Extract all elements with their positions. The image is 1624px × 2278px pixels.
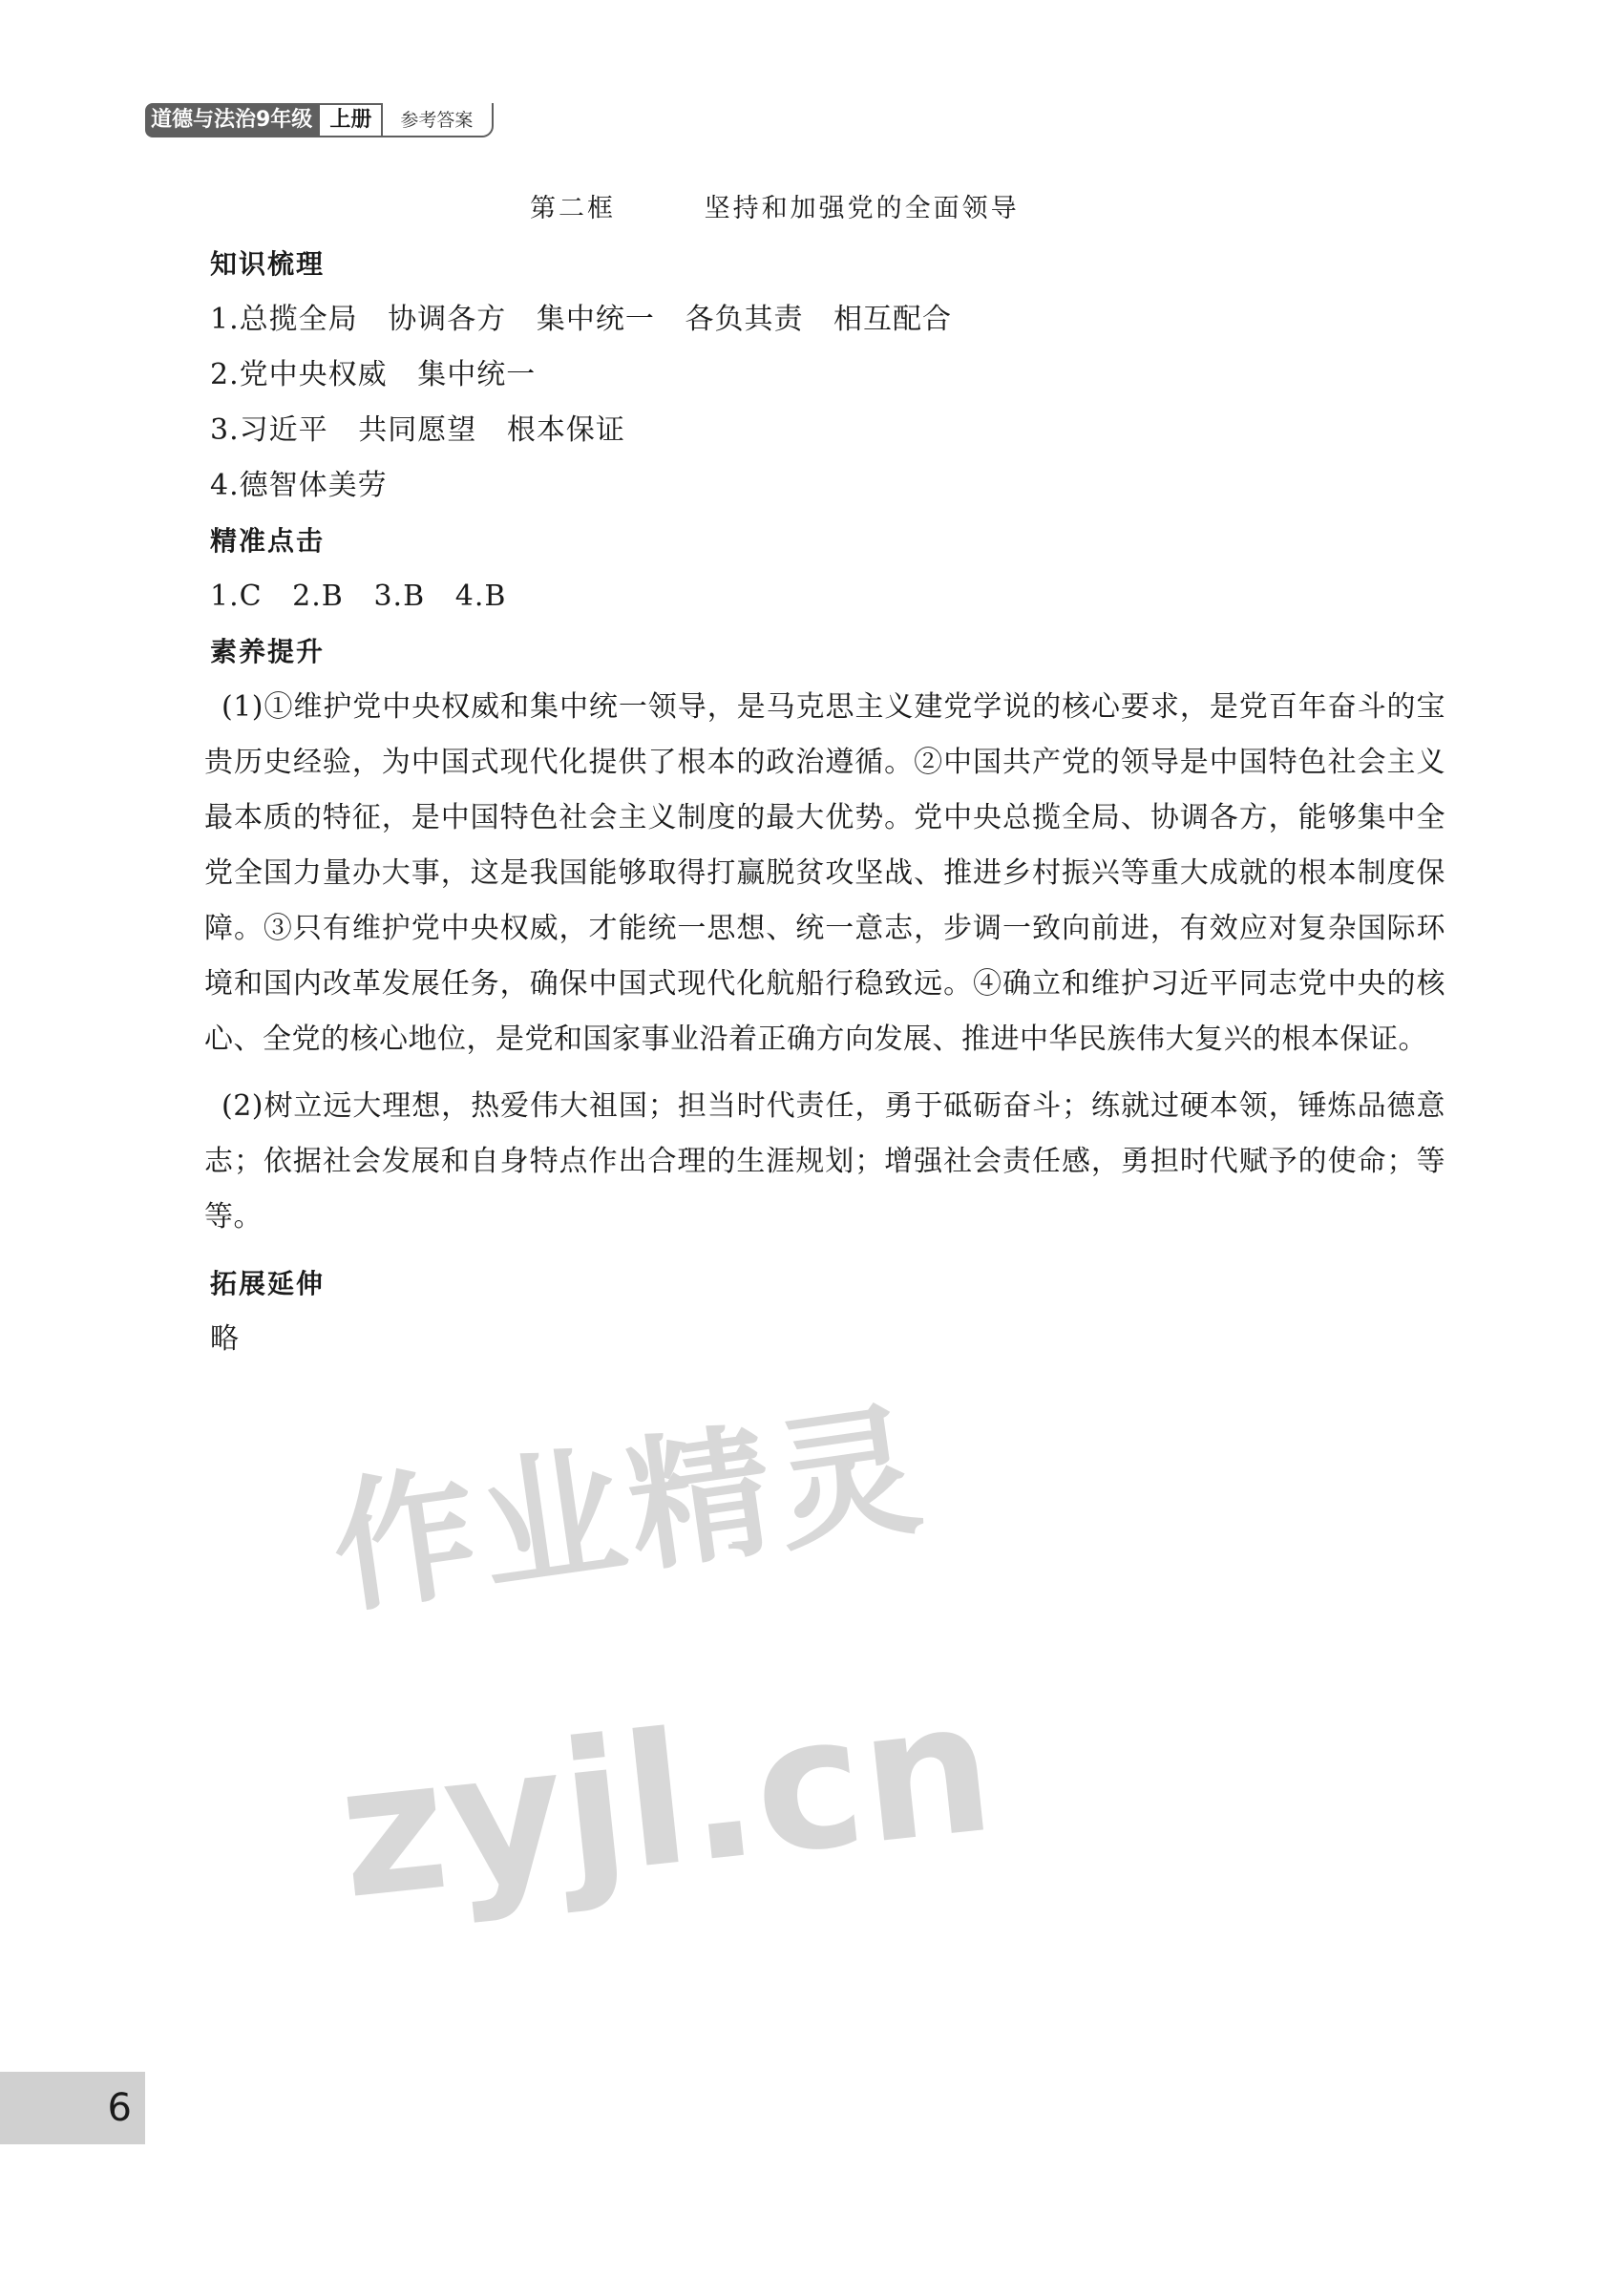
- extension-text: 略: [210, 1322, 240, 1356]
- knowledge-line: 3.习近平 共同愿望 根本保证: [210, 413, 625, 447]
- header-subject: 道德与法治9年级: [145, 103, 320, 137]
- page-number-tab: [0, 2072, 145, 2144]
- precise-answers: 1.C 2.B 3.B 4.B: [210, 580, 507, 613]
- running-header: [145, 103, 494, 137]
- section-heading-literacy: 素养提升: [210, 636, 326, 667]
- knowledge-line: 2.党中央权威 集中统一: [210, 358, 537, 391]
- knowledge-line: 4.德智体美劳: [210, 469, 388, 502]
- literacy-paragraph-2: (2)树立远大理想，热爱伟大祖国；担当时代责任，勇于砥砺奋斗；练就过硬本领，锤炼品德意志；依据社会发展和自身特点作出合理的生涯规划；增强社会责任感，勇担时代赋予的使命；等等。: [204, 1089, 1445, 1234]
- header-volume: 上册: [320, 103, 383, 137]
- section-heading-knowledge: 知识梳理: [210, 248, 326, 280]
- watermark-url: zyjl.cn: [329, 1660, 1002, 1940]
- page-title: 第二框 坚持和加强党的全面领导: [530, 194, 1020, 223]
- answer-content: [204, 237, 1451, 1367]
- knowledge-line: 1.总揽全局 协调各方 集中统一 各负其责 相互配合: [210, 303, 953, 336]
- literacy-paragraph-1: (1)①维护党中央权威和集中统一领导，是马克思主义建党学说的核心要求，是党百年奋斗的宝贵历史经验，为中国式现代化提供了根本的政治遵循。②中国共产党的领导是中国特色社会主义最本质的特征，是中国特色社会主义制度的最大优势。党中央总揽全局、协调各方，能够集中全党全国力量办大事，这是我国能够取得打赢脱贫攻坚战、推进乡村振兴等重大成就的根本制度保障。③只有维护党中央权威，才能统一思想、统一意志，步调一致向前进，有效应对复杂国际环境和国内改革发展任务，确保中国式现代化航船行稳致远。④确立和维护习近平同志党中央的核心、全党的核心地位，是党和国家事业沿着正确方向发展、推进中华民族伟大复兴的根本保证。: [204, 690, 1445, 1056]
- section-heading-extension: 拓展延伸: [210, 1268, 326, 1299]
- section-heading-precise: 精准点击: [210, 525, 326, 557]
- page-number: 6: [107, 2086, 132, 2130]
- header-answers-label: 参考答案: [383, 103, 494, 137]
- watermark-text: 作业精灵: [322, 1386, 937, 1635]
